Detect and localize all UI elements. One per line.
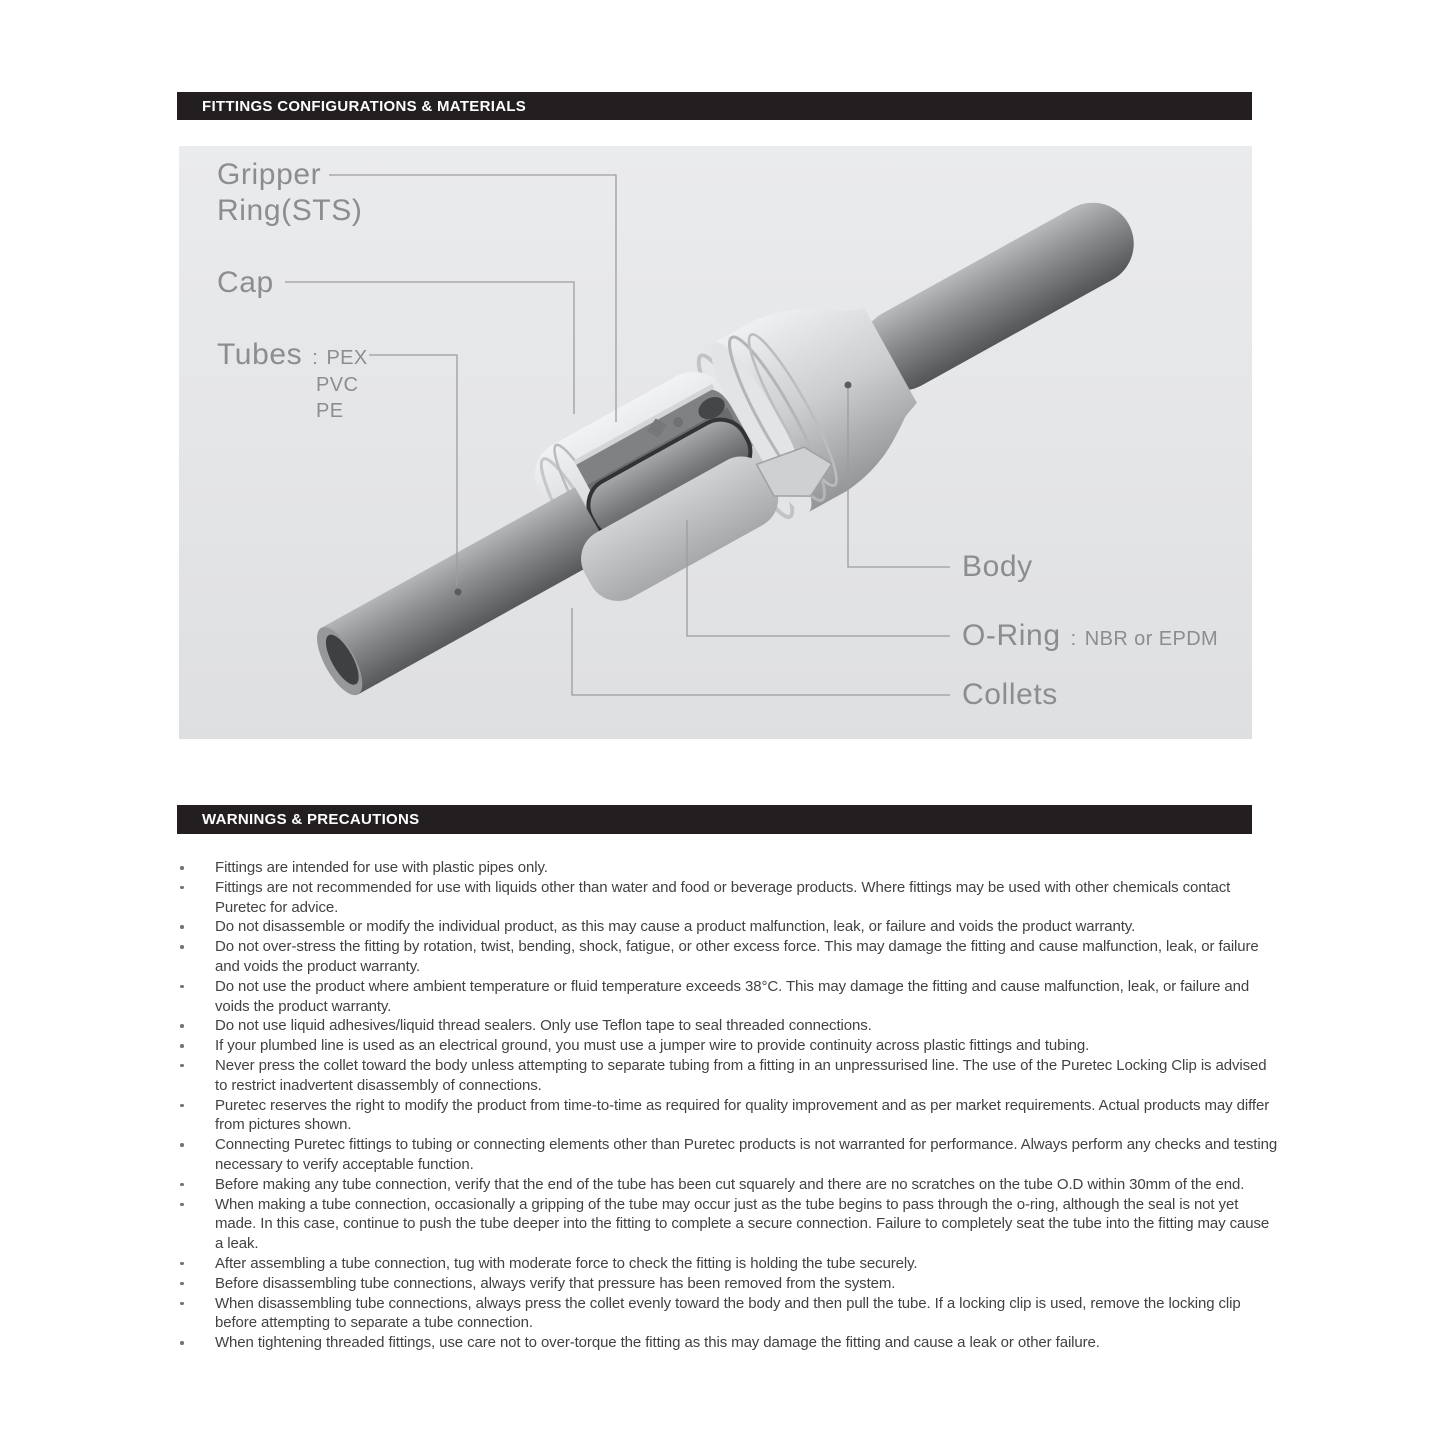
list-item-text: Do not over-stress the fitting by rotation, twist, bending, shock, fatigue, or other excess force. This may damage the fitting and cause malfunction, leak, or failure and voids the product warranty. [215, 938, 1259, 975]
section-header-fittings-title: FITTINGS CONFIGURATIONS & MATERIALS [202, 97, 527, 115]
list-item-text: Do not disassemble or modify the individual product, as this may cause a product malfunction, leak, or failure and voids the product warranty. [215, 918, 1136, 936]
list-item [215, 1254, 1280, 1274]
label-gripper-ring-line2: Ring(STS) [217, 194, 363, 227]
list-item-text: Do not use liquid adhesives/liquid thread sealers. Only use Teflon tape to seal threaded connections. [215, 1017, 872, 1035]
section-header-warnings [177, 805, 1252, 834]
section-header-fittings [177, 92, 1252, 120]
list-item-text: When tightening threaded fittings, use care not to over-torque the fitting as this may damage the fitting and cause a leak or other failure. [215, 1334, 1100, 1352]
bullet-dot-icon [180, 1064, 184, 1068]
list-item [215, 1294, 1280, 1334]
bullet-dot-icon [180, 1262, 184, 1266]
bullet-dot-icon [180, 1104, 184, 1108]
list-item-text: When making a tube connection, occasionally a gripping of the tube may occur just as the tube begins to pass through the o-ring, although the seal is not yet made. In this case, continue to push the tube deeper into the fitting to complete a secure connection. Failure to completely seat the tube into the fitting may cause a leak. [215, 1195, 1270, 1253]
bullet-dot-icon [180, 1341, 184, 1345]
list-item-text: Do not use the product where ambient temperature or fluid temperature exceeds 38°C. This may damage the fitting and cause malfunction, leak, or failure and voids the product warranty. [215, 977, 1250, 1015]
label-body: Body [962, 550, 1033, 583]
bullet-dot-icon [180, 1203, 184, 1207]
list-item-text: Connecting Puretec fittings to tubing or connecting elements other than Puretec products is not warranted for performance. Always perform any checks and testing necessary to verify acceptable function. [215, 1136, 1278, 1173]
label-o-ring-name: O-Ring [962, 619, 1061, 652]
label-collets: Collets [962, 678, 1058, 711]
label-tube-material-pe: PE [316, 400, 344, 422]
label-tubes [217, 337, 368, 376]
bullet-dot-icon [180, 1302, 184, 1306]
list-item [215, 937, 1280, 977]
list-item-text: Before making any tube connection, verify that the end of the tube has been cut squarely and there are no scratches on the tube O.D within 30mm of the end. [215, 1175, 1245, 1193]
label-gripper-ring [217, 157, 362, 229]
bullet-dot-icon [180, 886, 184, 890]
list-item [215, 917, 1280, 937]
bullet-dot-icon [180, 866, 184, 870]
fitting-diagram-panel [179, 146, 1252, 739]
bullet-dot-icon [180, 925, 184, 929]
leader-gripper-ring [329, 175, 616, 422]
label-tubes-name: Tubes [217, 338, 303, 371]
list-item [215, 1195, 1280, 1254]
list-item [215, 1056, 1280, 1096]
bullet-dot-icon [180, 945, 184, 949]
label-tube-material-pvc: PVC [316, 374, 359, 396]
bullet-dot-icon [180, 1024, 184, 1028]
leader-dot-tube [455, 589, 462, 596]
label-tubes-separator: : [312, 347, 319, 369]
list-item [215, 858, 1280, 878]
inlet-tube [321, 487, 611, 694]
list-item [215, 1333, 1280, 1353]
list-item-text: Fittings are intended for use with plastic pipes only. [215, 859, 548, 876]
list-item [215, 1036, 1280, 1056]
bullet-dot-icon [180, 1044, 184, 1048]
label-o-ring-separator: : [1070, 628, 1077, 650]
label-o-ring [962, 618, 1218, 657]
list-item [215, 1096, 1280, 1136]
bullet-dot-icon [180, 1143, 184, 1147]
list-item-text: If your plumbed line is used as an electrical ground, you must use a jumper wire to provide continuity across plastic fittings and tubing. [215, 1037, 1090, 1055]
list-item-text: When disassembling tube connections, always press the collet evenly toward the body and then pull the tube. If a locking clip is used, remove the locking clip before attempting to separate a tube connection. [215, 1294, 1241, 1332]
label-gripper-ring-line1: Gripper [217, 158, 322, 191]
list-item-text: After assembling a tube connection, tug with moderate force to check the fitting is holding the tube securely. [215, 1254, 918, 1272]
list-item [215, 977, 1280, 1017]
warnings-list [215, 858, 1280, 1353]
bullet-dot-icon [180, 1282, 184, 1286]
list-item [215, 1274, 1280, 1294]
bullet-dot-icon [180, 1183, 184, 1187]
list-item-text: Fittings are not recommended for use with liquids other than water and food or beverage products. Where fittings may be used with other chemicals contact Puretec for advice. [215, 878, 1231, 916]
label-tube-material-pex: PEX [326, 347, 368, 369]
bullet-dot-icon [180, 985, 184, 989]
section-header-warnings-title: WARNINGS & PRECAUTIONS [202, 811, 420, 828]
list-item [215, 1175, 1280, 1195]
leader-dot-body [845, 382, 852, 389]
list-item-text: Before disassembling tube connections, always verify that pressure has been removed from the system. [215, 1274, 896, 1292]
leader-tubes [369, 355, 457, 586]
label-o-ring-material: NBR or EPDM [1084, 628, 1219, 650]
list-item [215, 1135, 1280, 1175]
list-item [215, 1016, 1280, 1036]
label-cap: Cap [217, 266, 274, 299]
list-item [215, 878, 1280, 918]
leader-collets [572, 608, 950, 695]
list-item-text: Puretec reserves the right to modify the product from time-to-time as required for quality improvement and as per market requirements. Actual products may differ from pictures shown. [215, 1096, 1270, 1134]
list-item-text: Never press the collet toward the body unless attempting to separate tubing from a fitting in an unpressurised line. The use of the Puretec Locking Clip is advised to restrict inadvertent disassembly of connections. [215, 1056, 1267, 1094]
